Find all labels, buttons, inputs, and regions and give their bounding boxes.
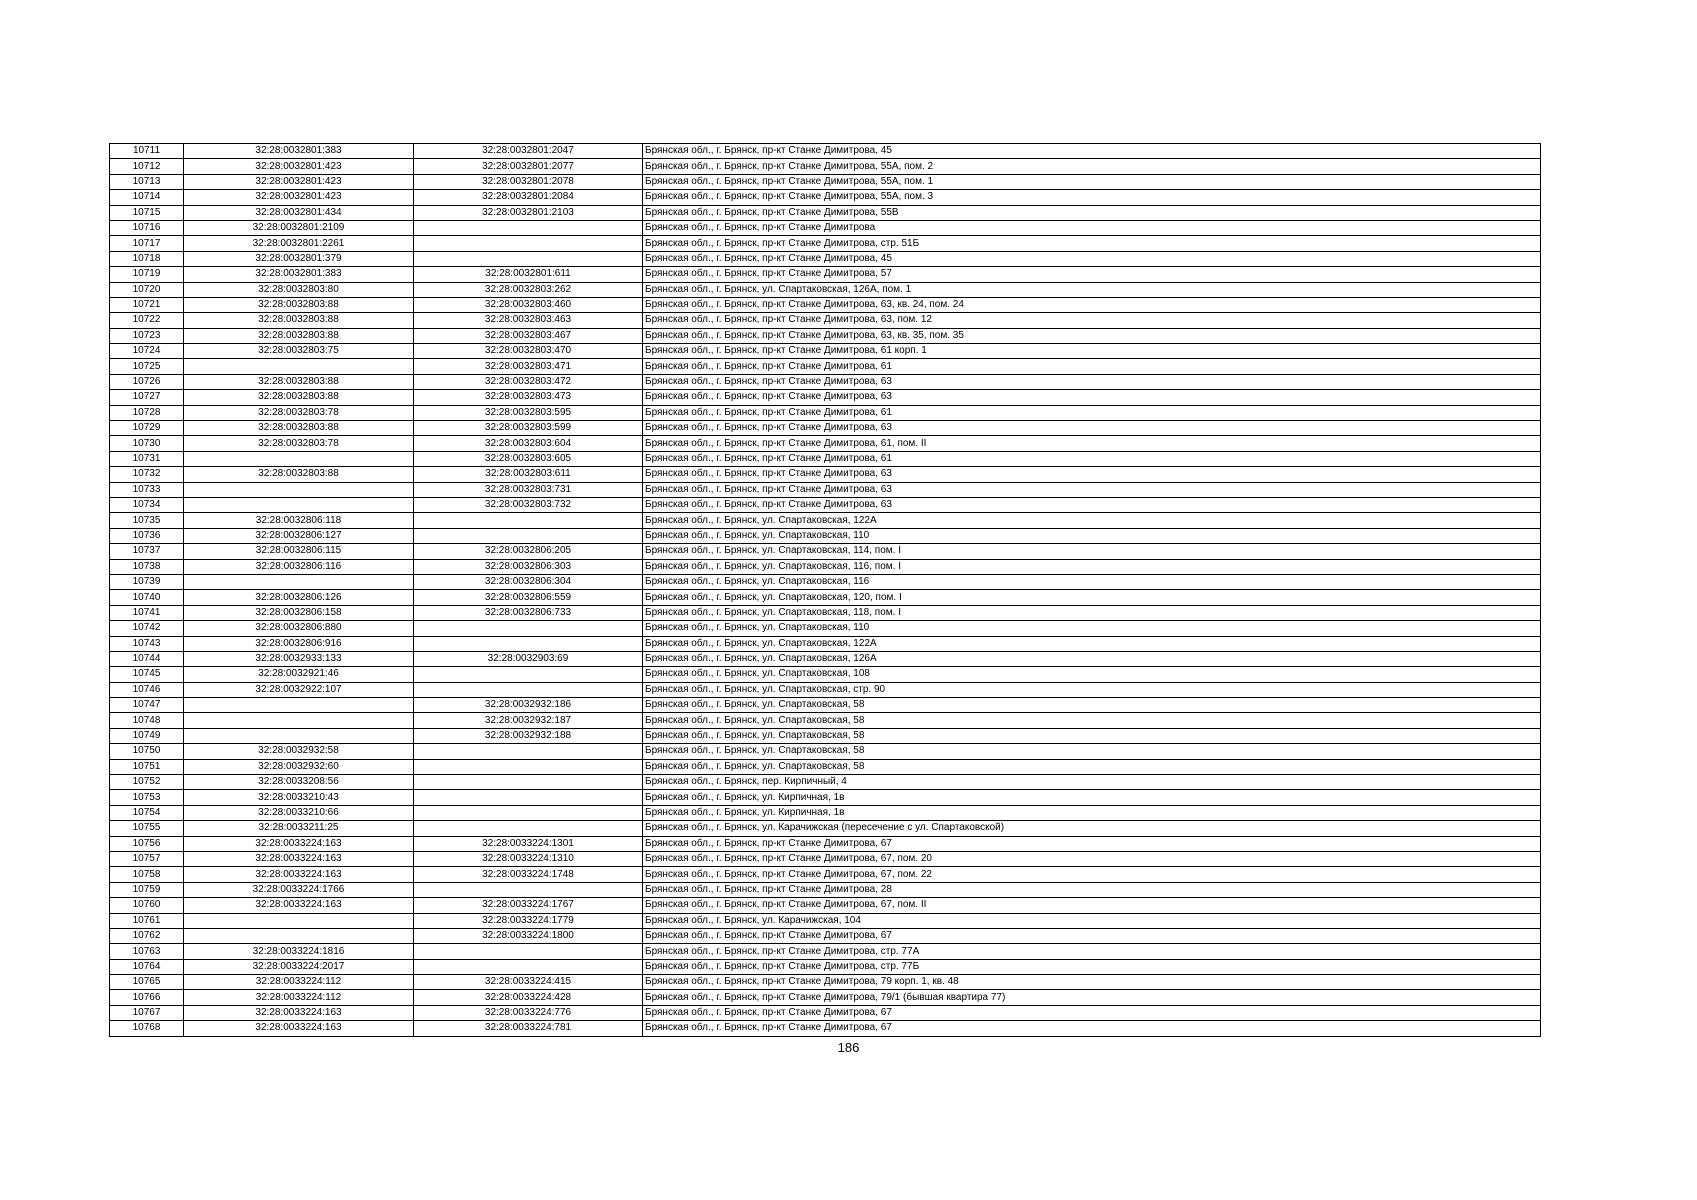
parcel-number-cell	[184, 728, 414, 743]
address-cell: Брянская обл., г. Брянск, ул. Кирпичная, 1в	[643, 790, 1541, 805]
parcel-number-cell: 32:28:0033210:43	[184, 790, 414, 805]
row-number-cell: 10722	[110, 313, 184, 328]
row-number-cell: 10764	[110, 959, 184, 974]
address-cell: Брянская обл., г. Брянск, пр-кт Станке Димитрова, 67	[643, 928, 1541, 943]
table-row	[110, 898, 1541, 913]
object-number-cell	[414, 621, 643, 636]
table-row	[110, 528, 1541, 543]
row-number-cell: 10751	[110, 759, 184, 774]
row-number-cell: 10731	[110, 451, 184, 466]
parcel-number-cell	[184, 359, 414, 374]
row-number-cell: 10747	[110, 698, 184, 713]
row-number-cell: 10741	[110, 605, 184, 620]
parcel-number-cell	[184, 497, 414, 512]
object-number-cell: 32:28:0032803:611	[414, 467, 643, 482]
row-number-cell: 10750	[110, 744, 184, 759]
parcel-number-cell: 32:28:0033208:56	[184, 775, 414, 790]
table-row	[110, 159, 1541, 174]
parcel-number-cell: 32:28:0032803:88	[184, 467, 414, 482]
table-row	[110, 282, 1541, 297]
table-row	[110, 805, 1541, 820]
parcel-number-cell: 32:28:0032801:423	[184, 174, 414, 189]
address-cell: Брянская обл., г. Брянск, ул. Спартаковская, 120, пом. I	[643, 590, 1541, 605]
row-number-cell: 10737	[110, 544, 184, 559]
address-cell: Брянская обл., г. Брянск, пр-кт Станке Димитрова, 79/1 (бывшая квартира 77)	[643, 990, 1541, 1005]
parcel-number-cell	[184, 928, 414, 943]
parcel-number-cell	[184, 451, 414, 466]
object-number-cell	[414, 744, 643, 759]
table-row	[110, 928, 1541, 943]
object-number-cell: 32:28:0032806:303	[414, 559, 643, 574]
object-number-cell	[414, 821, 643, 836]
table-row	[110, 467, 1541, 482]
row-number-cell: 10725	[110, 359, 184, 374]
object-number-cell: 32:28:0032803:604	[414, 436, 643, 451]
row-number-cell: 10739	[110, 574, 184, 589]
table-row	[110, 590, 1541, 605]
table-row	[110, 574, 1541, 589]
object-number-cell: 32:28:0032803:605	[414, 451, 643, 466]
parcel-number-cell: 32:28:0032922:107	[184, 682, 414, 697]
row-number-cell: 10766	[110, 990, 184, 1005]
object-number-cell	[414, 251, 643, 266]
address-cell: Брянская обл., г. Брянск, ул. Спартаковская, 122А	[643, 513, 1541, 528]
table-row	[110, 220, 1541, 235]
object-number-cell: 32:28:0033224:415	[414, 975, 643, 990]
table-row	[110, 236, 1541, 251]
table-row	[110, 267, 1541, 282]
object-number-cell: 32:28:0032803:470	[414, 344, 643, 359]
parcel-number-cell: 32:28:0032803:78	[184, 436, 414, 451]
table-row	[110, 851, 1541, 866]
table-row	[110, 667, 1541, 682]
row-number-cell: 10743	[110, 636, 184, 651]
parcel-number-cell: 32:28:0033224:163	[184, 1005, 414, 1020]
table-row	[110, 744, 1541, 759]
address-cell: Брянская обл., г. Брянск, пр-кт Станке Димитрова, 63	[643, 497, 1541, 512]
table-row	[110, 1021, 1541, 1036]
row-number-cell: 10758	[110, 867, 184, 882]
address-cell: Брянская обл., г. Брянск, пр-кт Станке Димитрова, 63	[643, 374, 1541, 389]
object-number-cell: 32:28:0032803:599	[414, 421, 643, 436]
row-number-cell: 10765	[110, 975, 184, 990]
parcel-number-cell: 32:28:0032803:88	[184, 390, 414, 405]
row-number-cell: 10767	[110, 1005, 184, 1020]
parcel-number-cell: 32:28:0033224:163	[184, 836, 414, 851]
address-cell: Брянская обл., г. Брянск, ул. Спартаковская, 58	[643, 698, 1541, 713]
object-number-cell: 32:28:0032803:473	[414, 390, 643, 405]
table-row	[110, 436, 1541, 451]
table-row	[110, 174, 1541, 189]
object-number-cell: 32:28:0032803:731	[414, 482, 643, 497]
object-number-cell	[414, 236, 643, 251]
object-number-cell: 32:28:0032803:467	[414, 328, 643, 343]
parcel-number-cell: 32:28:0032932:60	[184, 759, 414, 774]
parcel-number-cell	[184, 574, 414, 589]
parcel-number-cell: 32:28:0032803:78	[184, 405, 414, 420]
address-cell: Брянская обл., г. Брянск, ул. Спартаковская, 58	[643, 744, 1541, 759]
address-cell: Брянская обл., г. Брянск, пр-кт Станке Димитрова, 55А, пом. 1	[643, 174, 1541, 189]
address-cell: Брянская обл., г. Брянск, пр-кт Станке Димитрова, 61	[643, 405, 1541, 420]
parcel-number-cell: 32:28:0032803:88	[184, 313, 414, 328]
parcel-number-cell: 32:28:0033224:1816	[184, 944, 414, 959]
address-cell: Брянская обл., г. Брянск, ул. Спартаковская, 118, пом. I	[643, 605, 1541, 620]
address-cell: Брянская обл., г. Брянск, пр-кт Станке Димитрова, 55А, пом. 2	[643, 159, 1541, 174]
table-row	[110, 975, 1541, 990]
row-number-cell: 10723	[110, 328, 184, 343]
parcel-number-cell: 32:28:0033211:25	[184, 821, 414, 836]
parcel-number-cell: 32:28:0032932:58	[184, 744, 414, 759]
row-number-cell: 10753	[110, 790, 184, 805]
row-number-cell: 10752	[110, 775, 184, 790]
address-cell: Брянская обл., г. Брянск, ул. Спартаковская, 110	[643, 621, 1541, 636]
row-number-cell: 10744	[110, 651, 184, 666]
object-number-cell: 32:28:0032932:187	[414, 713, 643, 728]
parcel-number-cell: 32:28:0032806:916	[184, 636, 414, 651]
object-number-cell: 32:28:0033224:428	[414, 990, 643, 1005]
address-cell: Брянская обл., г. Брянск, пр-кт Станке Димитрова, 55А, пом. 3	[643, 190, 1541, 205]
parcel-number-cell: 32:28:0032803:88	[184, 297, 414, 312]
address-cell: Брянская обл., г. Брянск, пр-кт Станке Димитрова, 67	[643, 1021, 1541, 1036]
object-number-cell: 32:28:0032803:460	[414, 297, 643, 312]
parcel-number-cell: 32:28:0032806:116	[184, 559, 414, 574]
parcel-number-cell: 32:28:0032801:423	[184, 190, 414, 205]
row-number-cell: 10716	[110, 220, 184, 235]
table-row	[110, 144, 1541, 159]
table-row	[110, 882, 1541, 897]
table-row	[110, 605, 1541, 620]
address-cell: Брянская обл., г. Брянск, ул. Карачижская (пересечение с ул. Спартаковской)	[643, 821, 1541, 836]
address-cell: Брянская обл., г. Брянск, пр-кт Станке Димитрова, 67	[643, 1005, 1541, 1020]
address-cell: Брянская обл., г. Брянск, ул. Спартаковская, 58	[643, 713, 1541, 728]
row-number-cell: 10734	[110, 497, 184, 512]
row-number-cell: 10757	[110, 851, 184, 866]
parcel-number-cell: 32:28:0033224:112	[184, 990, 414, 1005]
address-cell: Брянская обл., г. Брянск, пр-кт Станке Димитрова, 61	[643, 451, 1541, 466]
address-cell: Брянская обл., г. Брянск, ул. Спартаковская, 114, пом. I	[643, 544, 1541, 559]
object-number-cell	[414, 790, 643, 805]
table-row	[110, 651, 1541, 666]
parcel-number-cell: 32:28:0032803:88	[184, 421, 414, 436]
address-cell: Брянская обл., г. Брянск, ул. Спартаковская, 110	[643, 528, 1541, 543]
table-row	[110, 482, 1541, 497]
row-number-cell: 10763	[110, 944, 184, 959]
table-row	[110, 497, 1541, 512]
row-number-cell: 10727	[110, 390, 184, 405]
parcel-number-cell: 32:28:0032806:880	[184, 621, 414, 636]
object-number-cell: 32:28:0032803:463	[414, 313, 643, 328]
table-row	[110, 451, 1541, 466]
address-cell: Брянская обл., г. Брянск, ул. Спартаковская, 116	[643, 574, 1541, 589]
parcel-number-cell: 32:28:0032806:115	[184, 544, 414, 559]
parcel-number-cell: 32:28:0033224:163	[184, 851, 414, 866]
object-number-cell: 32:28:0033224:781	[414, 1021, 643, 1036]
parcel-number-cell: 32:28:0032803:88	[184, 328, 414, 343]
parcel-number-cell	[184, 713, 414, 728]
parcel-number-cell: 32:28:0033224:112	[184, 975, 414, 990]
row-number-cell: 10729	[110, 421, 184, 436]
table-row	[110, 513, 1541, 528]
table-row	[110, 544, 1541, 559]
table-row	[110, 190, 1541, 205]
address-cell: Брянская обл., г. Брянск, пр-кт Станке Димитрова, 67	[643, 836, 1541, 851]
object-number-cell: 32:28:0033224:1800	[414, 928, 643, 943]
table-row	[110, 313, 1541, 328]
row-number-cell: 10762	[110, 928, 184, 943]
address-cell: Брянская обл., г. Брянск, пр-кт Станке Димитрова, 61	[643, 359, 1541, 374]
row-number-cell: 10746	[110, 682, 184, 697]
address-cell: Брянская обл., г. Брянск, пр-кт Станке Димитрова, 67, пом. 20	[643, 851, 1541, 866]
address-cell: Брянская обл., г. Брянск, пр-кт Станке Димитрова, 61 корп. 1	[643, 344, 1541, 359]
address-cell: Брянская обл., г. Брянск, пр-кт Станке Димитрова, 63, кв. 35, пом. 35	[643, 328, 1541, 343]
table-row	[110, 421, 1541, 436]
object-number-cell: 32:28:0032806:733	[414, 605, 643, 620]
parcel-number-cell: 32:28:0032801:2261	[184, 236, 414, 251]
table-row	[110, 390, 1541, 405]
address-cell: Брянская обл., г. Брянск, пр-кт Станке Димитрова, 63, пом. 12	[643, 313, 1541, 328]
object-number-cell: 32:28:0032903:69	[414, 651, 643, 666]
object-number-cell	[414, 220, 643, 235]
parcel-number-cell: 32:28:0032801:379	[184, 251, 414, 266]
row-number-cell: 10711	[110, 144, 184, 159]
row-number-cell: 10728	[110, 405, 184, 420]
table-row	[110, 836, 1541, 851]
object-number-cell: 32:28:0033224:776	[414, 1005, 643, 1020]
object-number-cell: 32:28:0032803:262	[414, 282, 643, 297]
table-row	[110, 713, 1541, 728]
row-number-cell: 10756	[110, 836, 184, 851]
table-row	[110, 759, 1541, 774]
object-number-cell	[414, 682, 643, 697]
object-number-cell: 32:28:0033224:1767	[414, 898, 643, 913]
object-number-cell: 32:28:0032801:2078	[414, 174, 643, 189]
address-cell: Брянская обл., г. Брянск, ул. Спартаковская, 116, пом. I	[643, 559, 1541, 574]
row-number-cell: 10742	[110, 621, 184, 636]
object-number-cell: 32:28:0032801:2084	[414, 190, 643, 205]
table-row	[110, 959, 1541, 974]
table-row	[110, 621, 1541, 636]
address-cell: Брянская обл., г. Брянск, ул. Спартаковская, 122А	[643, 636, 1541, 651]
row-number-cell: 10745	[110, 667, 184, 682]
row-number-cell: 10714	[110, 190, 184, 205]
row-number-cell: 10738	[110, 559, 184, 574]
table-row	[110, 636, 1541, 651]
parcel-number-cell: 32:28:0032803:75	[184, 344, 414, 359]
address-cell: Брянская обл., г. Брянск, пр-кт Станке Димитрова, 67, пом. 22	[643, 867, 1541, 882]
address-cell: Брянская обл., г. Брянск, ул. Спартаковская, 58	[643, 759, 1541, 774]
object-number-cell: 32:28:0032803:595	[414, 405, 643, 420]
table-row	[110, 944, 1541, 959]
object-number-cell: 32:28:0032803:732	[414, 497, 643, 512]
address-cell: Брянская обл., г. Брянск, пр-кт Станке Димитрова, 45	[643, 144, 1541, 159]
address-cell: Брянская обл., г. Брянск, пр-кт Станке Димитрова, 63	[643, 467, 1541, 482]
row-number-cell: 10768	[110, 1021, 184, 1036]
address-cell: Брянская обл., г. Брянск, пр-кт Станке Димитрова, 28	[643, 882, 1541, 897]
row-number-cell: 10717	[110, 236, 184, 251]
parcel-number-cell: 32:28:0032801:434	[184, 205, 414, 220]
row-number-cell: 10755	[110, 821, 184, 836]
object-number-cell	[414, 882, 643, 897]
address-cell: Брянская обл., г. Брянск, ул. Карачижская, 104	[643, 913, 1541, 928]
object-number-cell: 32:28:0032801:2077	[414, 159, 643, 174]
table-row	[110, 359, 1541, 374]
object-number-cell: 32:28:0033224:1748	[414, 867, 643, 882]
row-number-cell: 10719	[110, 267, 184, 282]
parcel-number-cell: 32:28:0032806:118	[184, 513, 414, 528]
parcel-number-cell: 32:28:0033210:66	[184, 805, 414, 820]
address-cell: Брянская обл., г. Брянск, пр-кт Станке Димитрова, 67, пом. II	[643, 898, 1541, 913]
table-row	[110, 205, 1541, 220]
object-number-cell: 32:28:0032803:472	[414, 374, 643, 389]
address-cell: Брянская обл., г. Брянск, пр-кт Станке Димитрова, стр. 77Б	[643, 959, 1541, 974]
row-number-cell: 10732	[110, 467, 184, 482]
address-cell: Брянская обл., г. Брянск, пр-кт Станке Димитрова, 45	[643, 251, 1541, 266]
address-cell: Брянская обл., г. Брянск, ул. Спартаковская, стр. 90	[643, 682, 1541, 697]
table-row	[110, 913, 1541, 928]
parcel-number-cell	[184, 913, 414, 928]
row-number-cell: 10721	[110, 297, 184, 312]
address-cell: Брянская обл., г. Брянск, пр-кт Станке Димитрова, 63	[643, 421, 1541, 436]
parcel-number-cell: 32:28:0032806:126	[184, 590, 414, 605]
object-number-cell	[414, 944, 643, 959]
object-number-cell: 32:28:0033224:1779	[414, 913, 643, 928]
parcel-number-cell: 32:28:0033224:163	[184, 898, 414, 913]
row-number-cell: 10712	[110, 159, 184, 174]
object-number-cell: 32:28:0032806:205	[414, 544, 643, 559]
address-cell: Брянская обл., г. Брянск, ул. Спартаковская, 58	[643, 728, 1541, 743]
address-cell: Брянская обл., г. Брянск, пр-кт Станке Димитрова, стр. 51Б	[643, 236, 1541, 251]
table-body	[110, 144, 1541, 1037]
address-cell: Брянская обл., г. Брянск, пр-кт Станке Димитрова, стр. 77А	[643, 944, 1541, 959]
row-number-cell: 10760	[110, 898, 184, 913]
table-row	[110, 374, 1541, 389]
row-number-cell: 10720	[110, 282, 184, 297]
row-number-cell: 10735	[110, 513, 184, 528]
cadastral-table	[109, 143, 1541, 1037]
object-number-cell: 32:28:0032801:611	[414, 267, 643, 282]
table-row	[110, 698, 1541, 713]
table-row	[110, 1005, 1541, 1020]
parcel-number-cell: 32:28:0033224:163	[184, 1021, 414, 1036]
object-number-cell: 32:28:0032801:2047	[414, 144, 643, 159]
row-number-cell: 10718	[110, 251, 184, 266]
parcel-number-cell: 32:28:0032806:127	[184, 528, 414, 543]
table-row	[110, 344, 1541, 359]
parcel-number-cell: 32:28:0032803:88	[184, 374, 414, 389]
row-number-cell: 10761	[110, 913, 184, 928]
row-number-cell: 10726	[110, 374, 184, 389]
row-number-cell: 10715	[110, 205, 184, 220]
parcel-number-cell: 32:28:0032801:423	[184, 159, 414, 174]
address-cell: Брянская обл., г. Брянск, пр-кт Станке Димитрова, 63	[643, 390, 1541, 405]
object-number-cell	[414, 805, 643, 820]
parcel-number-cell: 32:28:0033224:1766	[184, 882, 414, 897]
table-row	[110, 251, 1541, 266]
object-number-cell	[414, 513, 643, 528]
object-number-cell: 32:28:0032803:471	[414, 359, 643, 374]
table-row	[110, 405, 1541, 420]
object-number-cell: 32:28:0032932:188	[414, 728, 643, 743]
parcel-number-cell: 32:28:0032801:383	[184, 267, 414, 282]
table-row	[110, 821, 1541, 836]
table-row	[110, 775, 1541, 790]
parcel-number-cell: 32:28:0032806:158	[184, 605, 414, 620]
object-number-cell	[414, 528, 643, 543]
address-cell: Брянская обл., г. Брянск, пр-кт Станке Димитрова, 55В	[643, 205, 1541, 220]
row-number-cell: 10759	[110, 882, 184, 897]
parcel-number-cell: 32:28:0032921:46	[184, 667, 414, 682]
parcel-number-cell: 32:28:0032933:133	[184, 651, 414, 666]
row-number-cell: 10713	[110, 174, 184, 189]
object-number-cell: 32:28:0032806:559	[414, 590, 643, 605]
address-cell: Брянская обл., г. Брянск, ул. Спартаковская, 126А	[643, 651, 1541, 666]
table-row	[110, 559, 1541, 574]
row-number-cell: 10740	[110, 590, 184, 605]
row-number-cell: 10748	[110, 713, 184, 728]
table-row	[110, 328, 1541, 343]
address-cell: Брянская обл., г. Брянск, ул. Спартаковская, 108	[643, 667, 1541, 682]
object-number-cell: 32:28:0032801:2103	[414, 205, 643, 220]
object-number-cell	[414, 759, 643, 774]
object-number-cell: 32:28:0033224:1301	[414, 836, 643, 851]
table-row	[110, 297, 1541, 312]
page-number: 186	[837, 1040, 860, 1055]
parcel-number-cell: 32:28:0033224:163	[184, 867, 414, 882]
object-number-cell: 32:28:0033224:1310	[414, 851, 643, 866]
row-number-cell: 10749	[110, 728, 184, 743]
address-cell: Брянская обл., г. Брянск, пр-кт Станке Димитрова	[643, 220, 1541, 235]
object-number-cell: 32:28:0032806:304	[414, 574, 643, 589]
address-cell: Брянская обл., г. Брянск, пр-кт Станке Димитрова, 63	[643, 482, 1541, 497]
object-number-cell	[414, 636, 643, 651]
address-cell: Брянская обл., г. Брянск, пр-кт Станке Димитрова, 57	[643, 267, 1541, 282]
address-cell: Брянская обл., г. Брянск, пр-кт Станке Димитрова, 79 корп. 1, кв. 48	[643, 975, 1541, 990]
row-number-cell: 10733	[110, 482, 184, 497]
row-number-cell: 10736	[110, 528, 184, 543]
row-number-cell: 10730	[110, 436, 184, 451]
address-cell: Брянская обл., г. Брянск, ул. Спартаковская, 126А, пом. 1	[643, 282, 1541, 297]
row-number-cell: 10724	[110, 344, 184, 359]
object-number-cell	[414, 667, 643, 682]
object-number-cell: 32:28:0032932:186	[414, 698, 643, 713]
table-row	[110, 867, 1541, 882]
parcel-number-cell: 32:28:0032803:80	[184, 282, 414, 297]
table-row	[110, 990, 1541, 1005]
parcel-number-cell: 32:28:0032801:2109	[184, 220, 414, 235]
address-cell: Брянская обл., г. Брянск, пр-кт Станке Димитрова, 63, кв. 24, пом. 24	[643, 297, 1541, 312]
address-cell: Брянская обл., г. Брянск, пер. Кирпичный, 4	[643, 775, 1541, 790]
parcel-number-cell	[184, 698, 414, 713]
table-row	[110, 790, 1541, 805]
table-row	[110, 682, 1541, 697]
object-number-cell	[414, 775, 643, 790]
row-number-cell: 10754	[110, 805, 184, 820]
table-row	[110, 728, 1541, 743]
parcel-number-cell: 32:28:0033224:2017	[184, 959, 414, 974]
parcel-number-cell: 32:28:0032801:383	[184, 144, 414, 159]
address-cell: Брянская обл., г. Брянск, ул. Кирпичная, 1в	[643, 805, 1541, 820]
parcel-number-cell	[184, 482, 414, 497]
address-cell: Брянская обл., г. Брянск, пр-кт Станке Димитрова, 61, пом. II	[643, 436, 1541, 451]
object-number-cell	[414, 959, 643, 974]
